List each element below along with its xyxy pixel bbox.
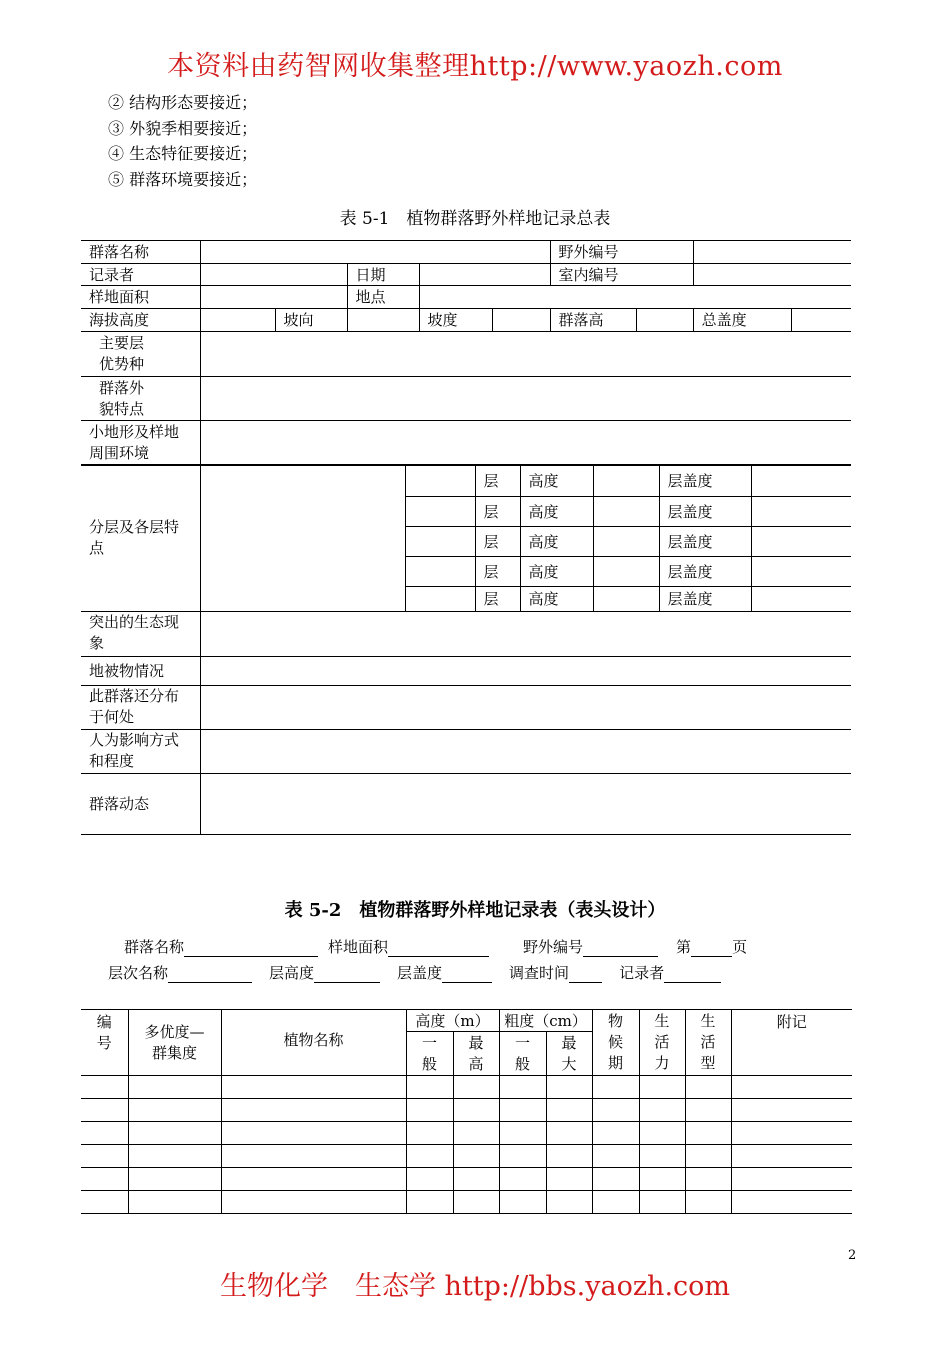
table-row [81,1099,852,1122]
cell[interactable] [685,1145,731,1168]
cell[interactable] [453,1122,499,1145]
meta-page-blank[interactable] [691,940,732,957]
table-row [81,1191,852,1214]
cell[interactable] [453,1099,499,1122]
field-indoor-no[interactable] [693,264,851,286]
label-appearance: 群落外 貌特点 [81,377,200,421]
cell[interactable] [685,1191,731,1214]
list-item: ④ 生态特征要接近； [108,144,258,163]
field-ecology[interactable] [200,611,851,656]
cell[interactable] [639,1191,685,1214]
label-height: 高度 [520,465,593,497]
field-human-impact[interactable] [200,729,851,773]
meta-community-blank[interactable] [184,940,318,957]
cell[interactable] [685,1099,731,1122]
label-distribution: 此群落还分布 于何处 [81,685,200,729]
cell[interactable] [221,1076,406,1099]
meta-layer-height-label: 层高度 [269,964,315,982]
cell[interactable] [639,1122,685,1145]
label-community-height: 群落高 [550,309,636,332]
field-layer-2[interactable] [405,497,475,527]
col-header-height-max: 最 高 [453,1032,499,1076]
meta-layer-name-label: 层次名称 [108,964,169,982]
cell[interactable] [221,1145,406,1168]
cell[interactable] [731,1076,852,1099]
table2-plot-record [81,1009,852,1214]
field-dominant-species[interactable] [200,332,851,377]
meta-layer-height-blank[interactable] [314,966,380,983]
label-ground-cover: 地被物情况 [81,656,200,685]
cell[interactable] [81,1168,128,1191]
meta-area-blank[interactable] [388,940,489,957]
label-dominant-species: 主要层 优势种 [81,332,200,377]
cell[interactable] [221,1168,406,1191]
label-altitude: 海拔高度 [81,309,200,332]
cell[interactable] [685,1122,731,1145]
field-height-5[interactable] [593,587,659,612]
table2-meta-line1 [124,936,747,957]
field-date[interactable] [419,264,550,286]
meta-area-label: 样地面积 [328,938,389,956]
cell[interactable] [81,1099,128,1122]
table-row [81,1076,852,1099]
field-cover-2[interactable] [751,497,851,527]
meta-time-blank[interactable] [569,966,602,983]
cell[interactable] [406,1145,453,1168]
label-date: 日期 [347,264,419,286]
cell[interactable] [221,1191,406,1214]
field-height-1[interactable] [593,465,659,497]
field-ground-cover[interactable] [200,656,851,685]
label-layer: 层 [475,465,520,497]
table2-meta-line2 [108,962,721,983]
cell[interactable] [499,1145,546,1168]
col-header-diameter: 粗度（cm） [499,1010,592,1032]
meta-page-label: 第 [676,938,692,956]
label-plot-area: 样地面积 [81,286,200,309]
cell[interactable] [499,1076,546,1099]
cell[interactable] [546,1122,592,1145]
field-community-height[interactable] [636,309,693,332]
meta-recorder-blank[interactable] [664,966,721,983]
col-header-height-general: 一 般 [406,1032,453,1076]
cell[interactable] [592,1168,639,1191]
field-cover-4[interactable] [751,557,851,587]
cell[interactable] [406,1099,453,1122]
criteria-list [108,90,257,192]
col-header-vigor: 生 活 力 [639,1010,685,1076]
cell[interactable] [81,1076,128,1099]
label-height: 高度 [520,557,593,587]
cell[interactable] [128,1099,221,1122]
field-slope[interactable] [492,309,550,332]
table-row [81,1145,852,1168]
field-microterrain[interactable] [200,421,851,466]
label-human-impact: 人为影响方式 和程度 [81,729,200,773]
label-layers: 分层及各层特 点 [81,465,200,612]
cell[interactable] [81,1122,128,1145]
cell[interactable] [546,1145,592,1168]
list-item: ③ 外貌季相要接近； [108,118,258,138]
label-layer: 层 [475,497,520,527]
cell[interactable] [453,1168,499,1191]
label-layer: 层 [475,557,520,587]
meta-community-label: 群落名称 [124,938,185,956]
cell[interactable] [453,1191,499,1214]
cell[interactable] [731,1168,852,1191]
label-location: 地点 [347,286,419,309]
label-layer-cover: 层盖度 [659,587,751,612]
cell[interactable] [731,1145,852,1168]
table-row [81,1168,852,1191]
cell[interactable] [592,1076,639,1099]
table1-bottom [81,611,851,835]
field-layer-4[interactable] [405,557,475,587]
cell[interactable] [592,1122,639,1145]
table1-caption: 表 5-1 植物群落野外样地记录总表 [339,209,611,229]
label-community-name: 群落名称 [81,241,200,264]
label-layer-cover: 层盖度 [659,465,751,497]
field-community-name[interactable] [200,241,550,264]
page-number: 2 [848,1248,857,1263]
cell[interactable] [499,1191,546,1214]
label-layer-cover: 层盖度 [659,557,751,587]
cell[interactable] [406,1191,453,1214]
col-header-no: 编 号 [81,1010,128,1076]
field-dynamics[interactable] [200,773,851,834]
field-height-3[interactable] [593,527,659,557]
meta-layer-name-blank[interactable] [168,966,252,983]
field-cover-5[interactable] [751,587,851,612]
cell[interactable] [731,1191,852,1214]
field-field-no[interactable] [693,241,851,264]
list-item: ② 结构形态要接近； [108,93,258,112]
cell[interactable] [499,1099,546,1122]
header-watermark: 本资料由药智网收集整理http://www.yaozh.com [167,51,783,82]
label-aspect: 坡向 [275,309,347,332]
cell[interactable] [731,1122,852,1145]
cell[interactable] [406,1122,453,1145]
label-slope: 坡度 [419,309,492,332]
meta-recorder-label: 记录者 [619,964,665,982]
table1-layers [81,464,851,612]
table-row [81,1122,852,1145]
field-height-4[interactable] [593,557,659,587]
field-cover-3[interactable] [751,527,851,557]
field-layers-desc[interactable] [200,465,405,612]
field-cover-1[interactable] [751,465,851,497]
field-location[interactable] [419,286,851,309]
label-height: 高度 [520,497,593,527]
label-recorder: 记录者 [81,264,200,286]
field-plot-area[interactable] [200,286,347,309]
col-header-note: 附记 [731,1010,852,1076]
field-layer-3[interactable] [405,527,475,557]
cell[interactable] [639,1145,685,1168]
field-height-2[interactable] [593,497,659,527]
label-microterrain: 小地形及样地 周围环境 [81,421,200,466]
cell[interactable] [406,1076,453,1099]
field-layer-1[interactable] [405,465,475,497]
col-header-height: 高度（m） [406,1010,499,1032]
cell[interactable] [128,1168,221,1191]
cell[interactable] [639,1168,685,1191]
cell[interactable] [546,1168,592,1191]
cell[interactable] [453,1145,499,1168]
field-recorder[interactable] [200,264,347,286]
cell[interactable] [499,1122,546,1145]
label-dynamics: 群落动态 [81,773,200,834]
col-header-abundance: 多优度— 群集度 [128,1010,221,1076]
col-header-diameter-general: 一 般 [499,1032,546,1076]
meta-layer-cover-label: 层盖度 [397,964,443,982]
cell[interactable] [592,1099,639,1122]
meta-layer-cover-blank[interactable] [442,966,492,983]
label-height: 高度 [520,587,593,612]
label-total-cover: 总盖度 [693,309,791,332]
cell[interactable] [592,1191,639,1214]
label-height: 高度 [520,527,593,557]
field-distribution[interactable] [200,685,851,729]
field-total-cover[interactable] [791,309,851,332]
cell[interactable] [639,1099,685,1122]
cell[interactable] [453,1076,499,1099]
cell[interactable] [406,1168,453,1191]
field-appearance[interactable] [200,377,851,421]
table1-plot-record-summary [81,240,851,466]
cell[interactable] [128,1191,221,1214]
cell[interactable] [731,1099,852,1122]
col-header-plant-name: 植物名称 [221,1010,406,1076]
list-item: ⑤ 群落环境要接近； [108,169,258,189]
label-ecology: 突出的生态现 象 [81,611,200,656]
meta-field-no-label: 野外编号 [523,938,584,956]
table2-caption: 表 5-2 植物群落野外样地记录表（表头设计） [284,900,666,921]
cell[interactable] [592,1145,639,1168]
cell[interactable] [685,1076,731,1099]
cell[interactable] [546,1099,592,1122]
meta-field-no-blank[interactable] [583,940,658,957]
col-header-diameter-max: 最 大 [546,1032,592,1076]
cell[interactable] [128,1122,221,1145]
cell[interactable] [81,1191,128,1214]
label-layer-cover: 层盖度 [659,527,751,557]
field-layer-5[interactable] [405,587,475,612]
field-altitude[interactable] [200,309,275,332]
col-header-life-form: 生 活 型 [685,1010,731,1076]
col-header-phenology: 物 候 期 [592,1010,639,1076]
cell[interactable] [546,1191,592,1214]
meta-page-suffix: 页 [732,938,748,956]
cell[interactable] [221,1122,406,1145]
cell[interactable] [546,1076,592,1099]
cell[interactable] [128,1076,221,1099]
label-layer: 层 [475,527,520,557]
cell[interactable] [499,1168,546,1191]
footer-watermark: 生物化学 生态学 http://bbs.yaozh.com [219,1271,731,1302]
label-indoor-no: 室内编号 [550,264,693,286]
cell[interactable] [81,1145,128,1168]
label-layer-cover: 层盖度 [659,497,751,527]
meta-time-label: 调查时间 [509,964,570,982]
cell[interactable] [128,1145,221,1168]
label-field-no: 野外编号 [550,241,693,264]
field-aspect[interactable] [347,309,419,332]
cell[interactable] [685,1168,731,1191]
cell[interactable] [221,1099,406,1122]
label-layer: 层 [475,587,520,612]
cell[interactable] [639,1076,685,1099]
